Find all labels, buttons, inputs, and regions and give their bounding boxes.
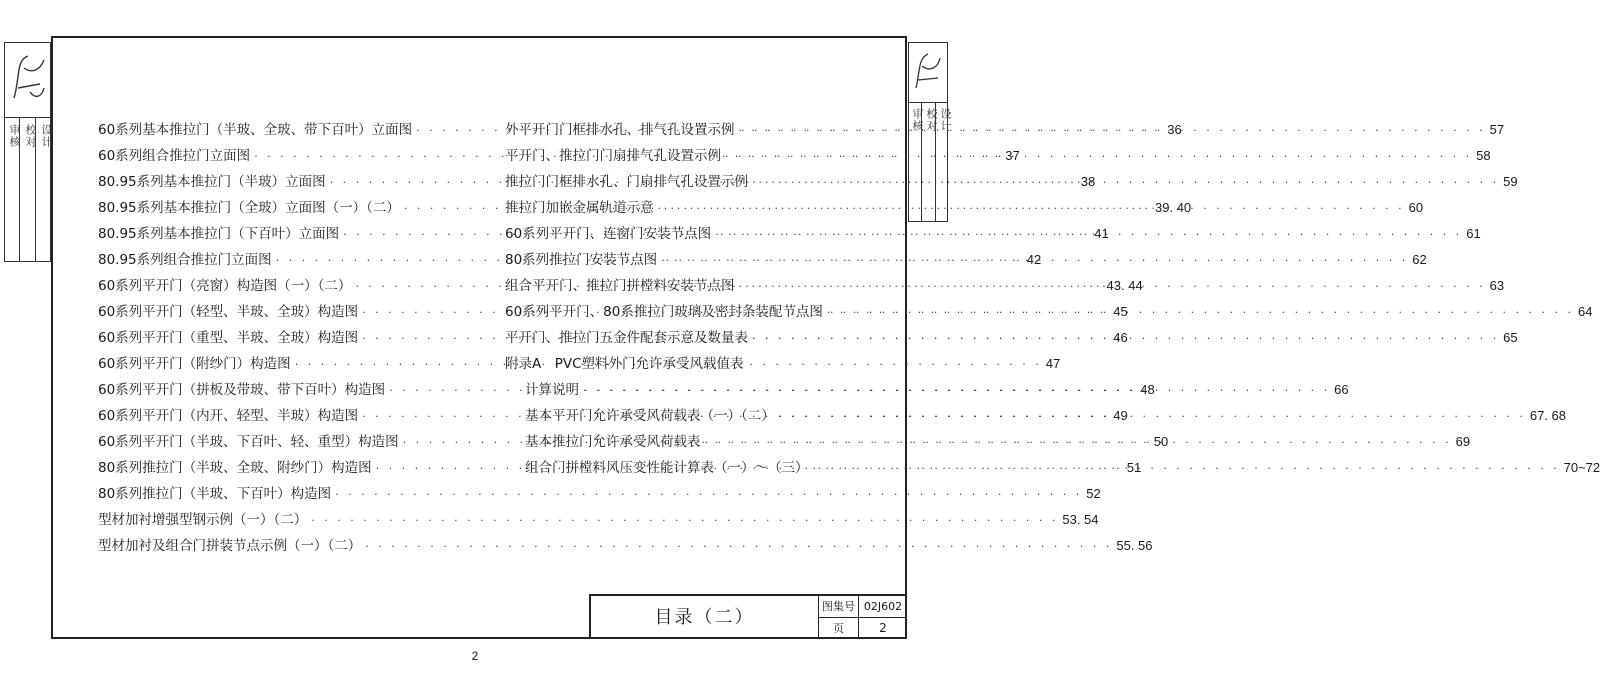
- right-sign-1: 审核: [911, 108, 924, 132]
- toc-entry-page: 64: [1577, 304, 1593, 319]
- sheet-page-number: 2: [879, 621, 887, 635]
- toc-entry-page: 61: [1466, 226, 1481, 241]
- toc-entry-page: 55. 56: [1116, 538, 1153, 553]
- title-block: [589, 594, 907, 639]
- toc-leader-dots: [311, 508, 1058, 534]
- toc-leader-dots: [705, 430, 1452, 456]
- page-label: 页: [819, 618, 859, 639]
- toc-entry-title: 基本平开门允许承受风荷载表（一）（二）: [525, 408, 775, 424]
- toc-entry-title: 推拉门门框排水孔、门扇排气孔设置示例: [505, 174, 748, 190]
- toc-entry-page: 48: [1140, 382, 1155, 397]
- toc-leader-dots: [813, 456, 1560, 482]
- toc-entry: [98, 533, 1153, 559]
- toc-entry-title: 60系列平开门（附纱门）构造图: [98, 356, 291, 372]
- toc-leader-dots: [658, 196, 1405, 222]
- toc-leader-dots: [335, 482, 1082, 508]
- toc-entry-page: 36: [1167, 122, 1182, 137]
- toc-entry-page: 46: [1113, 330, 1128, 345]
- toc-entry-title: 平开门、推拉门五金件配套示意及数量表: [505, 330, 748, 346]
- toc-leader-dots: [661, 248, 1408, 274]
- toc-entry-page: 41: [1094, 226, 1109, 241]
- left-sign-1: 审核: [8, 124, 21, 148]
- toc-entry-page: 42: [1026, 252, 1042, 267]
- toc-leader-dots: [583, 378, 1330, 404]
- left-sign-2: 校对: [24, 124, 37, 148]
- toc-entry-title: 60系列组合推拉门立面图: [98, 148, 251, 164]
- toc-entry-title: 80.95系列组合推拉门立面图: [98, 252, 272, 268]
- toc-entry-title: 推拉门加嵌金属轨道示意: [505, 200, 654, 216]
- footer-page-number: 2: [471, 649, 479, 663]
- toc-entry-page: 66: [1334, 382, 1349, 397]
- toc-entry-page: 65: [1503, 330, 1518, 345]
- toc-entry-title: 60系列平开门（轻型、半玻、全玻）构造图: [98, 304, 359, 320]
- toc-entry-title: 60系列平开门、80系推拉门玻璃及密封条装配节点图: [505, 304, 823, 320]
- atlas-label: 图集号: [819, 596, 859, 618]
- toc-leader-dots: [725, 144, 1472, 170]
- toc-entry-page: 38: [1080, 174, 1096, 189]
- toc-entry-title: 60系列平开门（拼板及带玻、带下百叶）构造图: [98, 382, 386, 398]
- toc-entry-page: 45: [1113, 304, 1128, 319]
- toc-entry-page: 51: [1126, 460, 1142, 475]
- toc-entry-page: 58: [1476, 148, 1491, 163]
- toc-entry-page: 52: [1086, 486, 1101, 501]
- toc-entry-title: 60系列基本推拉门（半玻、全玻、带下百叶）立面图: [98, 122, 413, 138]
- toc-leader-dots: [827, 300, 1574, 326]
- toc-entry-title: 组合门拼樘料风压变性能计算表（一）～（三）: [525, 460, 809, 476]
- toc-entry-page: 57: [1489, 122, 1505, 137]
- toc-entry-title: 60系列平开门（亮窗）构造图（一）（二）: [98, 278, 352, 294]
- toc-entry-title: 外平开门门框排水孔、排气孔设置示例: [505, 122, 735, 138]
- toc-entry-title: 80系列推拉门安装节点图: [505, 252, 658, 268]
- handwritten-signature: [10, 48, 48, 108]
- toc-entry-title: 80.95系列基本推拉门（全玻）立面图（一）（二）: [98, 200, 400, 216]
- toc-entry-page: 47: [1045, 356, 1061, 371]
- toc-entry-page: 53. 54: [1062, 512, 1099, 527]
- toc-entry-page: 39. 40: [1155, 200, 1192, 215]
- toc-entry-title: 组合平开门、推拉门拼樘料安装节点图: [505, 278, 735, 294]
- toc-entry-title: 型材加衬及组合门拼装节点示例（一）（二）: [98, 538, 362, 554]
- toc-entry-title: 80系列推拉门（半玻、全玻、附纱门）构造图: [98, 460, 372, 476]
- toc-entry-title: 80.95系列基本推拉门（半玻）立面图: [98, 174, 326, 190]
- toc-leader-dots: [715, 222, 1462, 248]
- toc-entry-page: 69: [1455, 434, 1471, 449]
- toc-entry-page: 70~72: [1563, 460, 1600, 475]
- toc-entry-title: 计算说明: [525, 382, 579, 398]
- toc-entry-page: 43. 44: [1106, 278, 1143, 293]
- toc-entry-title: 60系列平开门（内开、轻型、半玻）构造图: [98, 408, 359, 424]
- handwritten-signature-right: [912, 48, 944, 96]
- toc-entry-title: 平开门、推拉门门扇排气孔设置示例: [505, 148, 721, 164]
- toc-entry-title: 80系列推拉门（半玻、下百叶）构造图: [98, 486, 332, 502]
- toc-entry-page: 63: [1489, 278, 1505, 293]
- sheet-title: 目录（二）: [591, 596, 819, 639]
- atlas-number: 02J602: [859, 596, 907, 618]
- toc-entry-title: 60系列平开门（重型、半玻、全玻）构造图: [98, 330, 359, 346]
- toc-entry-title: 基本推拉门允许承受风荷载表: [525, 434, 701, 450]
- toc-leader-dots: [739, 274, 1486, 300]
- right-sign-3: 设计: [939, 108, 952, 132]
- toc-entry-page: 59: [1503, 174, 1518, 189]
- toc-entry-page: 67. 68: [1529, 408, 1567, 423]
- toc-entry-title: 60系列平开门、连窗门安装节点图: [505, 226, 712, 242]
- toc-entry: [98, 481, 1101, 507]
- toc-entry-page: 62: [1412, 252, 1427, 267]
- toc-entry-title: 60系列平开门（半玻、下百叶、轻、重型）构造图: [98, 434, 399, 450]
- toc-entry-title: 型材加衬增强型钢示例（一）（二）: [98, 512, 308, 528]
- toc-leader-dots: [752, 326, 1499, 352]
- toc-entry-title: 80.95系列基本推拉门（下百叶）立面图: [98, 226, 340, 242]
- toc-entry: [98, 507, 1099, 533]
- right-sign-2: 校对: [925, 108, 938, 132]
- toc-leader-dots: [752, 170, 1499, 196]
- toc-entry-page: 37: [1005, 148, 1020, 163]
- toc-entry-page: 50: [1153, 434, 1169, 449]
- left-signature-strip: [4, 42, 51, 262]
- toc-entry-title: 附录A PVC塑料外门允许承受风载值表: [505, 356, 744, 372]
- toc-leader-dots: [739, 118, 1486, 144]
- toc-leader-dots: [779, 404, 1526, 430]
- toc-entry: [505, 351, 863, 377]
- left-sign-3: 设计: [40, 124, 53, 148]
- toc-entry-page: 60: [1408, 200, 1424, 215]
- toc-entry-page: 49: [1113, 408, 1128, 423]
- toc-leader-dots: [365, 534, 1112, 560]
